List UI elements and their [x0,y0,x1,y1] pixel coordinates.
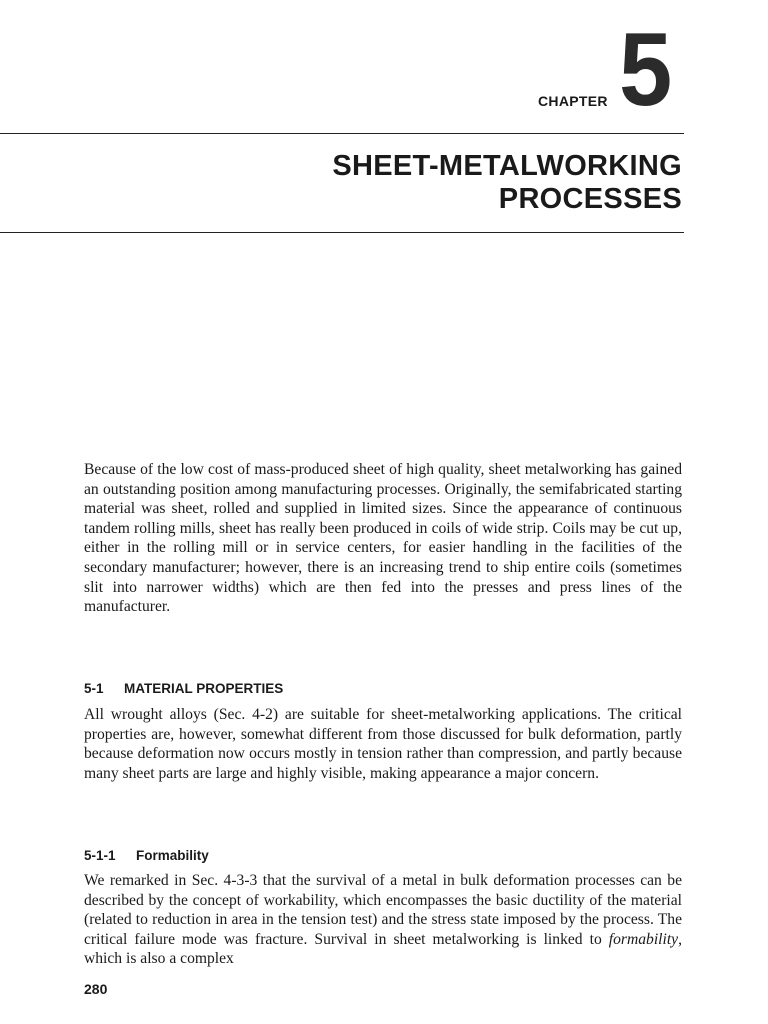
page-number: 280 [84,981,108,997]
section-title: MATERIAL PROPERTIES [124,681,284,696]
chapter-number: 5 [619,12,673,128]
chapter-label: CHAPTER [538,93,608,109]
intro-paragraph: Because of the low cost of mass-produced sheet of high quality, sheet metalworking has gained an outstanding position among manufacturing processes. Originally, the semifabricated starting material was sheet, rolled and supplied in limited sizes. Since the appearance of continuous tandem rolling mills, sheet has really been produced in coils of wide strip. Coils may be cut up, either in the rolling mill or in service centers, for easier handling in the facilities of the secondary manufacturer; however, there is an increasing trend to ship entire coils (sometimes slit into narrower widths) which are then fed into the presses and press lines of the manufacturer. [84,461,682,616]
chapter-title [332,150,682,216]
chapter-title-line-2: PROCESSES [498,183,682,215]
section-5-1-paragraph: All wrought alloys (Sec. 4-2) are suitable for sheet-metalworking applications. The critical properties are, however, somewhat different from those discussed for bulk deformation, partly because deformation now occurs mostly in tension rather than compression, and partly because many sheet parts are large and highly visible, making appearance a major concern. [84,706,682,782]
section-heading-5-1 [84,681,283,697]
paragraph-text-start: We remarked in Sec. 4-3-3 that the survival of a metal in bulk deformation processes can be described by the concept of workability, which encompasses the basic ductility of the material (related to reduction in area in the tension test) and the stress state imposed by the process. The critical failure mode was fracture. Survival in sheet metalworking is linked to [84,872,682,948]
subsection-title: Formability [136,848,209,863]
paragraph-text-end: , which is also a complex [84,930,682,968]
formability-term: formability [608,930,679,948]
subsection-number: 5-1-1 [84,848,116,863]
bottom-rule [0,232,684,233]
section-number: 5-1 [84,681,104,696]
top-rule [0,133,684,134]
section-5-1-1-paragraph [84,871,682,969]
chapter-title-line-1: SHEET-METALWORKING [332,150,682,182]
subsection-heading-5-1-1 [84,848,209,864]
